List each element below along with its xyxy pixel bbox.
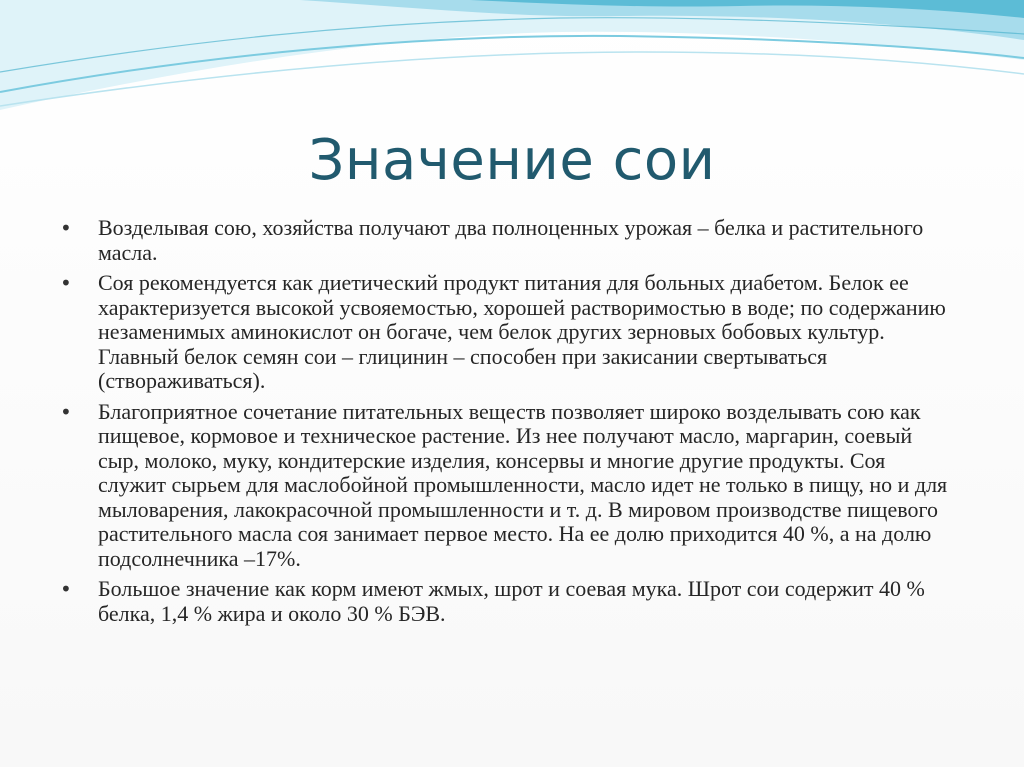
bullet-marker: • <box>60 399 72 424</box>
bullet-text: Большое значение как корм имеют жмых, шрот и соевая мука. Шрот сои содержит 40 % белка, 1,4 % жира и около 30 % БЭВ. <box>98 576 925 626</box>
bullet-marker: • <box>60 271 72 295</box>
bullet-text: Соя рекомендуется как диетический продукт питания для больных диабетом. Белок ее характеризуется высокой усвояемостью, хорошей растворимостью в воде; по содержанию незаменимых аминокислот он богаче, чем белок других зерновых бобовых культур. Главный белок семян сои – глицинин – способен при закисании свертываться (створаживаться). <box>98 270 946 393</box>
bullet-list <box>58 216 958 632</box>
bullet-item <box>58 216 958 265</box>
slide-title: Значение сои <box>308 128 716 193</box>
bullet-text: Возделывая сою, хозяйства получают два полноценных урожая – белка и растительного масла. <box>98 215 924 265</box>
bullet-item <box>58 577 958 626</box>
bullet-marker: • <box>60 577 72 601</box>
bullet-item <box>58 400 958 572</box>
bullet-marker: • <box>60 216 72 240</box>
bullet-item <box>58 271 958 394</box>
bullet-text: Благоприятное сочетание питательных веществ позволяет широко возделывать сою как пищевое, кормовое и техническое растение. Из нее получают масло, маргарин, соевый сыр, молоко, муку, кондитерские изделия, консервы и многие другие продукты. Соя служит сырьем для маслобойной промышленности, масло идет не только в пищу, но и для мыловарения, лакокрасочной промышленности и т. д. В мировом производстве пищевого растительного масла соя занимает первое место. На ее долю приходится 40 %, а на долю подсолнечника –17%. <box>98 398 948 571</box>
decorative-wave-header <box>0 0 1024 130</box>
